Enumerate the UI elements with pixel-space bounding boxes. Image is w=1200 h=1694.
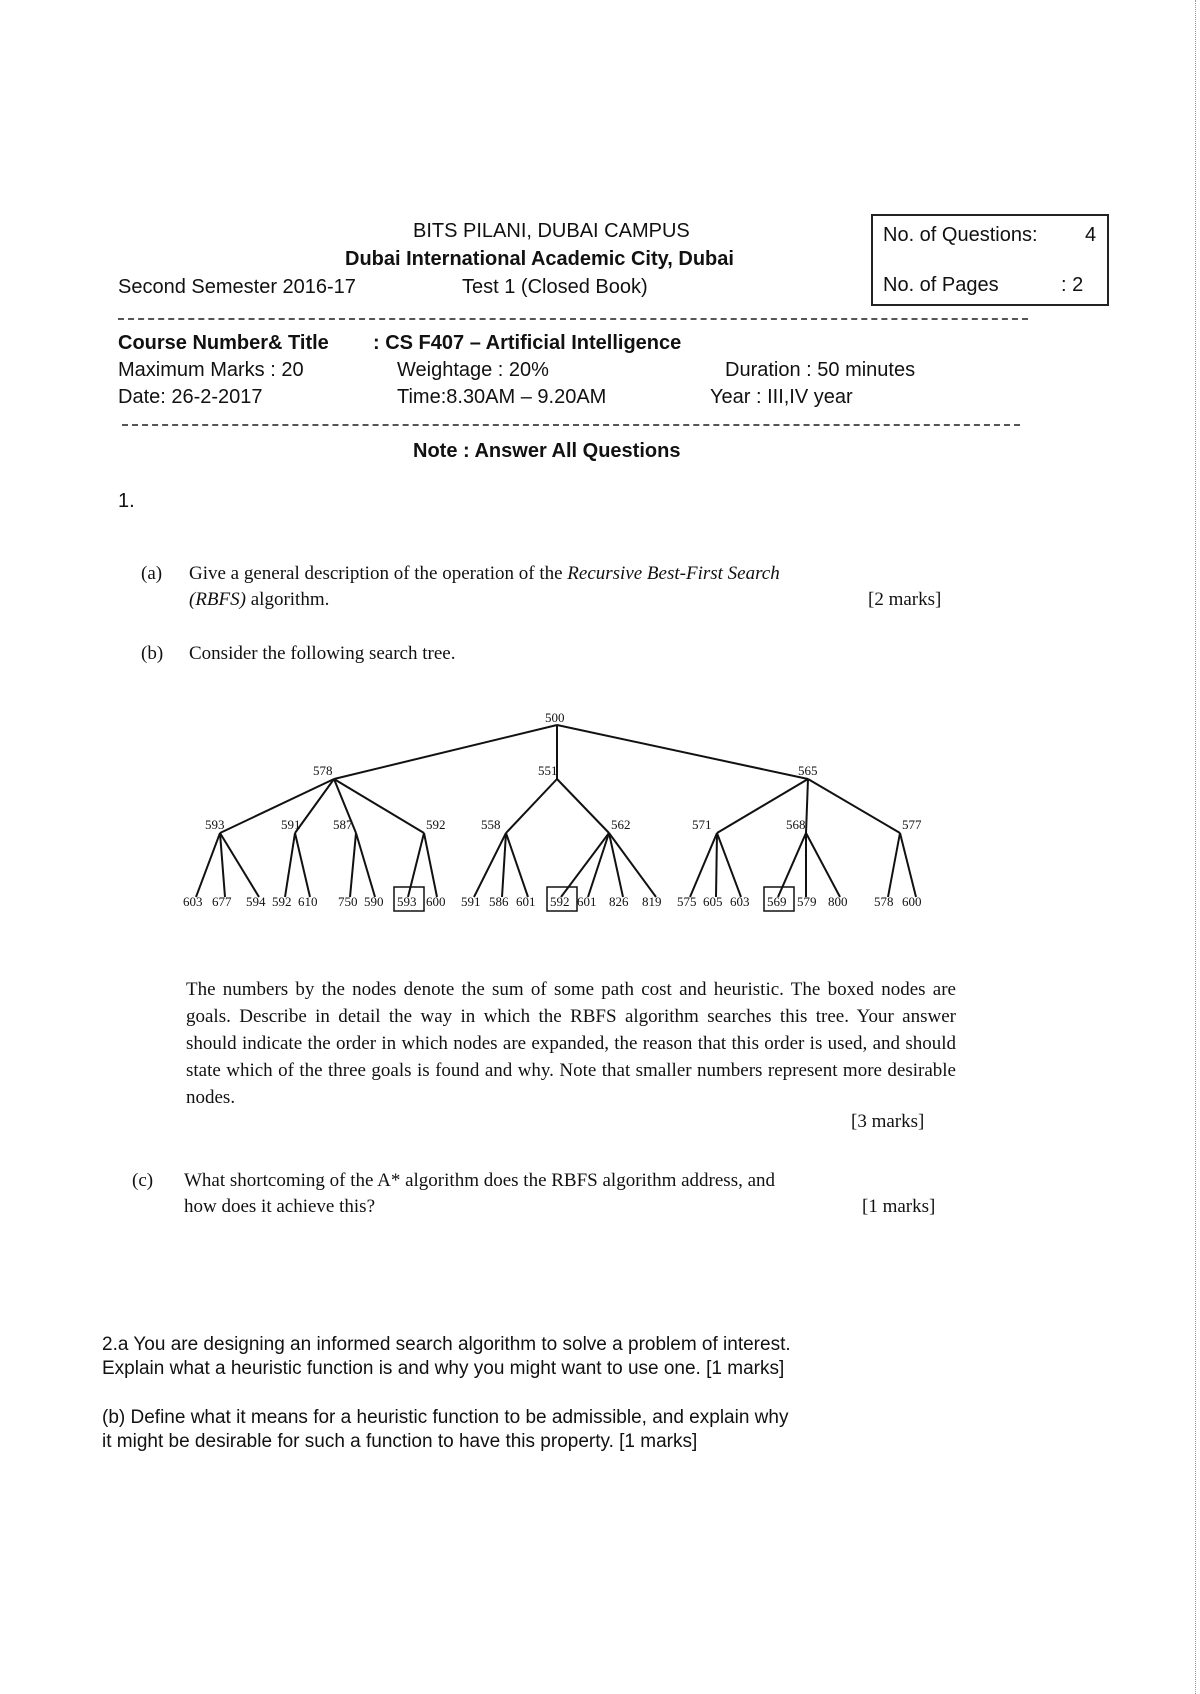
questions-count-value: 4 — [1085, 224, 1097, 246]
questions-count-label: No. of Questions: — [883, 224, 1038, 246]
tree-edges — [196, 725, 916, 897]
leaf-node: 603 — [730, 894, 750, 909]
node-558: 558 — [481, 817, 501, 832]
q1c-label: (c) — [132, 1170, 154, 1191]
node-577: 577 — [902, 817, 922, 832]
leaf-node: 594 — [246, 894, 266, 909]
node-568: 568 — [786, 817, 806, 832]
leaf-node: 600 — [902, 894, 922, 909]
node-551: 551 — [538, 763, 558, 778]
node-591: 591 — [281, 817, 301, 832]
node-root: 500 — [545, 710, 565, 725]
q1b-marks: [3 marks] — [851, 1111, 925, 1132]
leaf-node-goal: 569 — [767, 894, 787, 909]
q1a-label: (a) — [141, 563, 163, 584]
leaf-node: 578 — [874, 894, 894, 909]
q1a-text-line2: (RBFS) algorithm. — [189, 589, 330, 610]
q1c-text-line1: What shortcoming of the A* algorithm does the RBFS algorithm address, and — [184, 1170, 776, 1191]
leaf-node: 605 — [703, 894, 723, 909]
node-565: 565 — [798, 763, 818, 778]
leaf-node: 592 — [272, 894, 292, 909]
course-title-value: : CS F407 – Artificial Intelligence — [373, 332, 682, 354]
leaf-node: 610 — [298, 894, 318, 909]
course-title-label: Course Number& Title — [118, 332, 329, 354]
leaf-node: 603 — [183, 894, 203, 909]
leaf-node: 601 — [516, 894, 536, 909]
weightage: Weightage : 20% — [397, 359, 549, 381]
q2a-line2: Explain what a heuristic function is and why you might want to use one. [1 marks] — [102, 1358, 785, 1379]
node-587: 587 — [333, 817, 353, 832]
q1-number: 1. — [118, 490, 135, 512]
institution-name: BITS PILANI, DUBAI CAMPUS — [413, 220, 690, 242]
max-marks: Maximum Marks : 20 — [118, 359, 304, 381]
leaf-node: 819 — [642, 894, 662, 909]
student-year: Year : III,IV year — [710, 386, 853, 408]
leaf-node: 800 — [828, 894, 848, 909]
leaf-node: 579 — [797, 894, 817, 909]
q1c-marks: [1 marks] — [862, 1196, 936, 1217]
leaf-node-goal: 593 — [397, 894, 417, 909]
q1a-marks: [2 marks] — [868, 589, 942, 610]
pages-count-label: No. of Pages — [883, 274, 999, 296]
scan-edge — [1189, 0, 1196, 1694]
leaf-node: 591 — [461, 894, 481, 909]
test-title: Test 1 (Closed Book) — [462, 276, 648, 298]
q1a-text-line1: Give a general description of the operation of the Recursive Best-First Search — [189, 563, 780, 584]
leaf-node: 750 — [338, 894, 358, 909]
q1b-paragraph: The numbers by the nodes denote the sum of some path cost and heuristic. The boxed nodes are goals. Describe in detail the way in which the RBFS algorithm searches this tree. Your answer should indicate the order in which nodes are expanded, the reason that this order is used, and should state which of the three goals is found and why. Note that smaller numbers represent more desirable nodes. — [186, 979, 956, 1108]
q2b-line2: it might be desirable for such a function to have this property. [1 marks] — [102, 1431, 698, 1452]
note: Note : Answer All Questions — [413, 440, 681, 462]
leaf-node: 590 — [364, 894, 384, 909]
leaf-node: 575 — [677, 894, 697, 909]
q1c-text-line2: how does it achieve this? — [184, 1196, 376, 1217]
q2b-line1: (b) Define what it means for a heuristic function to be admissible, and explain why — [102, 1407, 789, 1428]
node-571: 571 — [692, 817, 712, 832]
node-562: 562 — [611, 817, 631, 832]
leaf-node: 600 — [426, 894, 446, 909]
exam-time: Time:8.30AM – 9.20AM — [397, 386, 607, 408]
node-593: 593 — [205, 817, 225, 832]
leaf-node: 586 — [489, 894, 509, 909]
exam-date: Date: 26-2-2017 — [118, 386, 263, 408]
q2a-line1: 2.a You are designing an informed search algorithm to solve a problem of interest. — [102, 1334, 791, 1355]
leaf-node: 601 — [577, 894, 597, 909]
leaf-node: 677 — [212, 894, 232, 909]
node-592: 592 — [426, 817, 446, 832]
duration: Duration : 50 minutes — [725, 359, 916, 381]
leaf-node: 826 — [609, 894, 629, 909]
node-578: 578 — [313, 763, 333, 778]
semester: Second Semester 2016-17 — [118, 276, 356, 298]
pages-count-value: : 2 — [1061, 274, 1084, 296]
q1b-text: Consider the following search tree. — [189, 643, 456, 664]
campus-location: Dubai International Academic City, Dubai — [345, 248, 734, 270]
leaf-node-goal: 592 — [550, 894, 570, 909]
q1b-label: (b) — [141, 643, 164, 664]
